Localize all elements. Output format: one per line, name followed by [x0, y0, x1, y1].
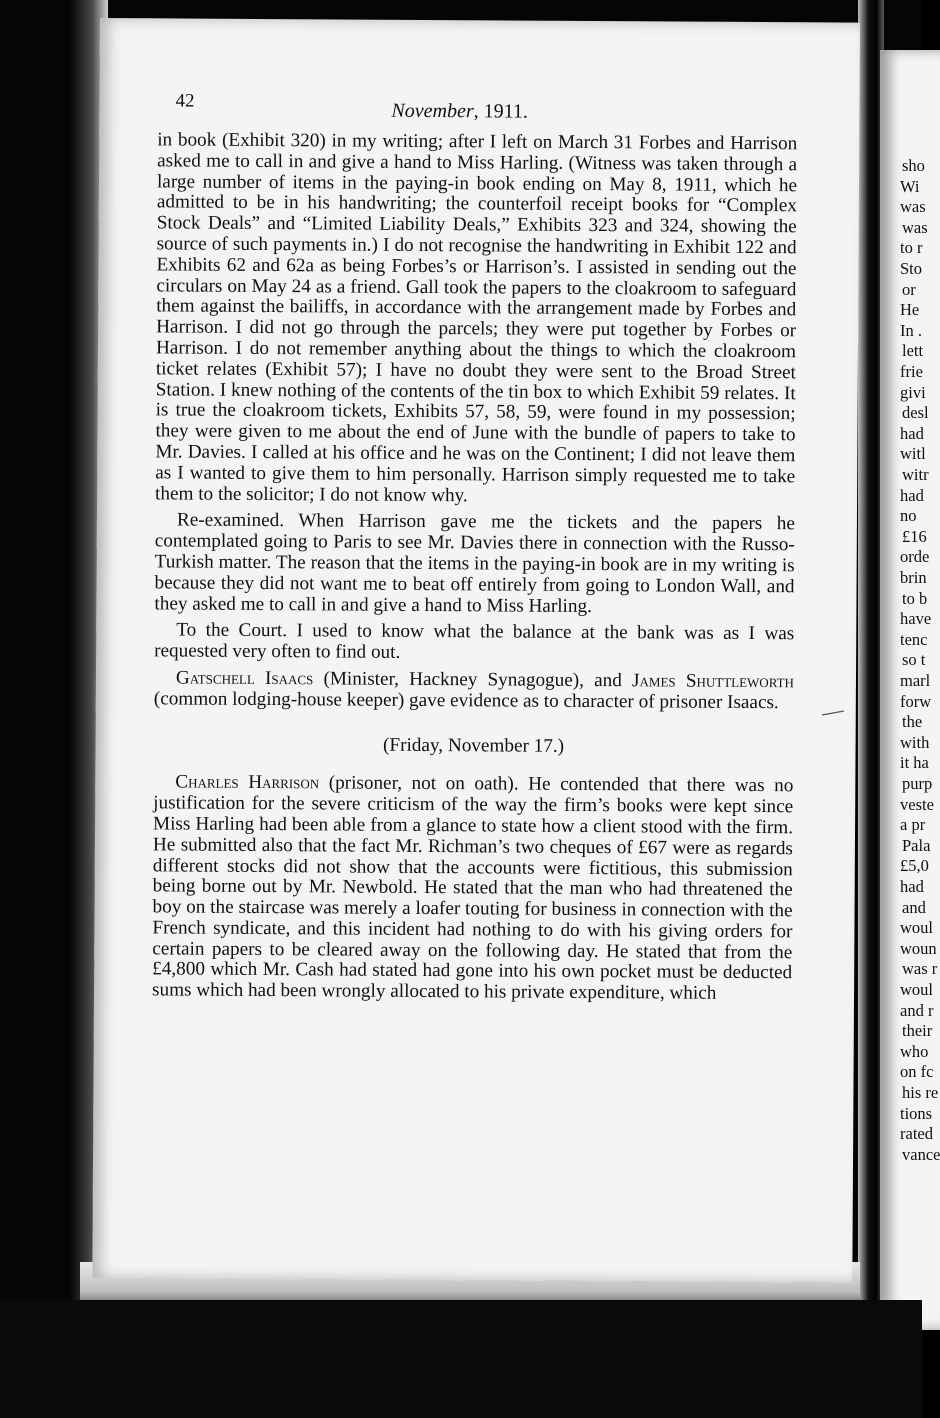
paragraph-to-the-court: To the Court. I used to know what the balance at the bank was as I was requested very often to find out. [154, 619, 795, 663]
facing-page-fragment: it ha [900, 753, 929, 773]
facing-page-fragment: brin [900, 568, 927, 587]
witness-desc-2: (common lodging-house keeper) gave evidence as to character of prisoner Isaacs. [153, 688, 779, 713]
facing-page-fragment: woul [900, 980, 933, 999]
defendant-name: Charles Harrison [175, 771, 320, 794]
left-page [92, 18, 860, 1283]
pencil-mark [822, 710, 844, 716]
facing-page-fragment: was r [902, 959, 938, 979]
facing-page-fragment: sho [902, 156, 925, 175]
facing-page-fragment: a pr [900, 815, 926, 835]
paragraph-character-witnesses [154, 668, 794, 714]
running-head [391, 100, 528, 124]
running-head-year: , 1911. [473, 100, 528, 123]
facing-page-fragment: woun [900, 938, 937, 958]
facing-page-fragment: with [900, 732, 930, 752]
facing-page-fragment: had [900, 485, 924, 505]
facing-page-fragment: £16 [902, 526, 927, 546]
facing-page-fragment: lett [902, 341, 924, 361]
facing-page-fragment: had [900, 877, 924, 896]
harrison-statement: (prisoner, not on oath). He contended that there was no justification for the severe criticism of the way the firm’s books were kept since Miss Harling had been able from a glance to state how a client stood with the firm. He submitted also that the fact Mr. Richman’s two cheques of £67 were as regards different stocks did not show that the accounts were fictitious, this submission being borne out by Mr. Newbold. He stated that the man who had threatened the boy on the staircase was merely a loafer touting for business in connection with the French syndicate, and this incident had nothing to do with his giving orders for certain papers to be cleared away on the following day. He stated that from the £4,800 which Mr. Cash had stated had gone into his own pocket must be deducted sums which had been wrongly allocated to his private expenditure, which [151, 772, 794, 1005]
facing-page-fragment: and [902, 897, 926, 917]
facing-page-fragment: to r [900, 238, 923, 258]
facing-page-fragment: forw [900, 691, 932, 711]
witness-desc-1: (Minister, Hackney Synagogue), and [313, 668, 633, 692]
facing-page-fragment: witl [900, 444, 926, 464]
facing-page-fragment: his re [902, 1083, 939, 1102]
facing-page-fragment: desl [902, 403, 929, 423]
facing-page-fragment: so t [902, 650, 926, 670]
facing-page-fragment: tions [900, 1103, 933, 1123]
paragraph-re-examined: Re-examined. When Harrison gave me the tickets and the papers he contemplated going to Paris to see Mr. Davies there in connection with the Russo-Turkish matter. The reason that the items in the paying-in book are in my writing is because they did not want me to beat off entirely from going to London Wall, and they asked me to call in and give a hand to Miss Harling. [154, 509, 795, 617]
witness-name-1: Gatschell Isaacs [175, 667, 314, 690]
facing-page-fragment: on fc [900, 1062, 934, 1082]
facing-page-fragment: marl [900, 671, 931, 690]
facing-page-fragment: woul [900, 918, 933, 938]
facing-page-fragment: Wi [900, 176, 920, 196]
facing-page-fragment: vance [902, 1144, 940, 1164]
facing-page-fragment: He [900, 300, 920, 320]
facing-page-fragment: £5,0 [900, 856, 929, 876]
facing-page-fragment: was [902, 217, 928, 237]
facing-page-fragment: Pala [902, 835, 931, 855]
facing-page-fragment: purp [902, 774, 933, 793]
paragraph-testimony: in book (Exhibit 320) in my writing; after I left on March 31 Forbes and Harrison asked me to call in and give a hand to Miss Harling. (Witness was taken through a large number of items in the paying-in book ending on May 8, 1911, which he admitted to be in his handwriting; the counterfoil receipt books for “Complex Stock Deals” and “Limited Liability Deals,” Exhibits 323 and 324, showing the source of such payments in.) I do not recognise the handwriting in Exhibit 122 and Exhibits 62 and 62a as being Forbes’s or Harrison’s. I assisted in sending out the circulars on May 24 as a friend. Gall took the papers to the cloakroom to safeguard them against the bailiffs, in accordance with the arrangement made by Forbes and Harrison. I did not go through the parcels; they were put together by Forbes or Harrison. I do not remember anything about the things to which the cloakroom ticket relates (Exhibit 57); I have no doubt they were sent to the Broad Street Station. I knew nothing of the contents of the tin box to which Exhibit 59 relates. It is true the cloakroom tickets, Exhibits 57, 58, 59, were found in my possession; they were given to me about the end of June with the bundle of papers to take to Mr. Davies. I called at his office and he was on the Continent; I did not leave them as I wanted to give them to him personally. Harrison simply requested me to take them to the solicitor; I do not know why. [155, 129, 798, 506]
facing-page-fragment: tenc [900, 629, 928, 649]
facing-page-fragment: witr [902, 465, 929, 484]
facing-page-fragment: the [902, 712, 923, 732]
facing-page-fragment: no [900, 506, 917, 526]
facing-page-fragment: rated [900, 1124, 933, 1144]
facing-page-fragment: givi [900, 382, 926, 402]
facing-page-fragment: veste [900, 794, 934, 814]
running-head-month: November [391, 99, 474, 123]
facing-page-fragment: had [900, 423, 924, 443]
paragraph-harrison [152, 773, 793, 1006]
scan-bottom-shadow [0, 1300, 922, 1418]
facing-page-fragment: Sto [900, 259, 923, 278]
facing-page-fragment: who [900, 1041, 929, 1061]
facing-page-fragment: orde [900, 547, 930, 567]
facing-page-fragment: and r [900, 1000, 934, 1020]
facing-page-fragment: have [900, 609, 932, 629]
facing-page-fragment: their [902, 1021, 933, 1041]
body-text [152, 130, 797, 1011]
facing-page-fragment: In . [900, 320, 922, 340]
dateline: (Friday, November 17.) [383, 734, 565, 757]
facing-page-fragment: to b [902, 588, 928, 608]
facing-page-fragment: frie [900, 362, 923, 381]
facing-page-fragment: or [902, 279, 916, 299]
witness-name-2: James Shuttleworth [632, 670, 795, 693]
facing-page-fragment: was [900, 197, 926, 217]
page-number: 42 [175, 90, 195, 112]
